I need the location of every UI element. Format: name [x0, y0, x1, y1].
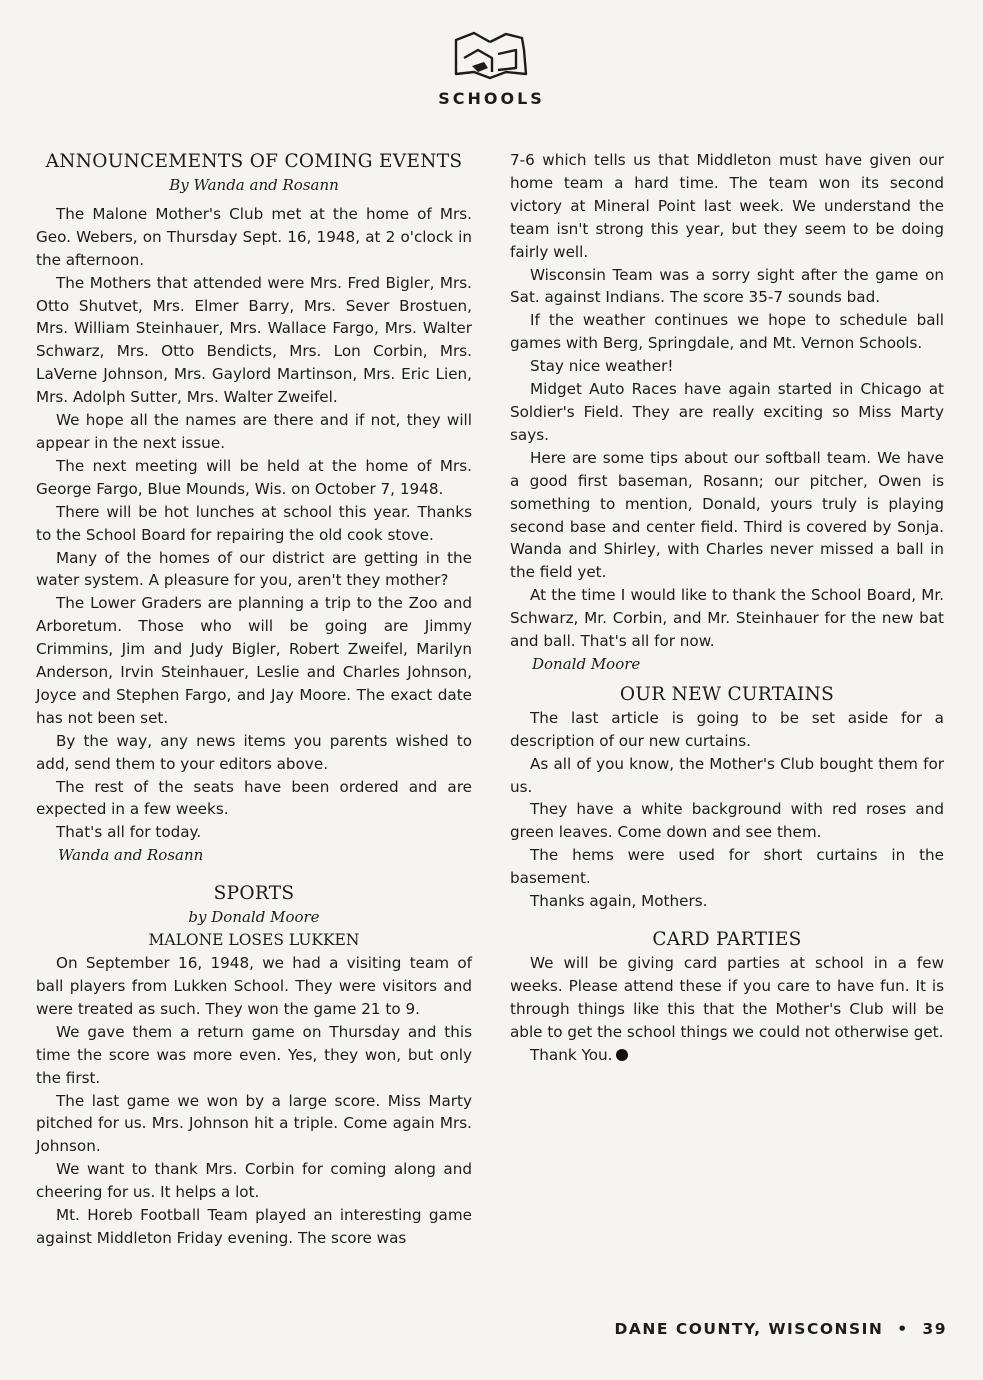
sports-paragraph: Midget Auto Races have again started in Chicago at Soldier's Field. They are really exciting so Miss Marty says.	[510, 380, 944, 444]
curtains-paragraph: Thanks again, Mothers.	[530, 892, 708, 911]
right-column	[510, 149, 944, 1067]
sports-continuation: 7-6 which tells us that Middleton must have given our home team a hard time. The team won its second victory at Mineral Point last week. We understand the team isn't strong this year, but they seem to be doing fairly well.	[510, 151, 944, 261]
curtains-paragraph: The last article is going to be set aside for a description of our new curtains.	[510, 708, 944, 750]
sports-signature: Donald Moore	[532, 654, 641, 673]
section-title: SCHOOLS	[438, 89, 545, 108]
page-footer	[615, 1320, 948, 1338]
card-parties-thanks: Thank You.	[530, 1045, 613, 1064]
schoolhouse-book-logo-icon	[448, 28, 534, 84]
announcements-paragraph: The rest of the seats have been ordered and are expected in a few weeks.	[36, 777, 472, 819]
footer-separator: •	[897, 1320, 909, 1338]
sports-heading: SPORTS	[213, 883, 295, 905]
page-number: 39	[922, 1320, 947, 1338]
sports-paragraph: We want to thank Mrs. Corbin for coming along and cheering for us. It helps a lot.	[36, 1160, 472, 1202]
sports-subheading: MALONE LOSES LUKKEN	[148, 931, 360, 950]
announcements-paragraph: The Mothers that attended were Mrs. Fred Bigler, Mrs. Otto Shutvet, Mrs. Elmer Barry, Mrs. Sever Brostuen, Mrs. William Steinhauer, Mrs. Wallace Fargo, Mrs. Walter Schwarz, Mrs. Otto Bendicts, Mrs. Lon Corbin, Mrs. LaVerne Johnson, Mrs. Gaylord Martinson, Mrs. Eric Lien, Mrs. Adolph Sutter, Mrs. Walter Zweifel.	[36, 273, 472, 407]
announcements-byline: By Wanda and Rosann	[169, 176, 339, 194]
sports-paragraph: Mt. Horeb Football Team played an interesting game against Middleton Friday evening. The score was	[36, 1206, 472, 1247]
sports-paragraph: Here are some tips about our softball team. We have a good first baseman, Rosann; our pitcher, Owen is something to mention, Donald, yours truly is playing second base and center field. Third is covered by Sonja. Wanda and Shirley, with Charles never missed a ball in the field yet.	[510, 448, 944, 582]
sports-paragraph: At the time I would like to thank the School Board, Mr. Schwarz, Mr. Corbin, and Mr. Steinhauer for the new bat and ball. That's all for now.	[510, 586, 944, 651]
announcements-paragraph: Many of the homes of our district are getting in the water system. A pleasure for you, aren't they mother?	[36, 548, 472, 590]
announcements-paragraph: That's all for today.	[56, 823, 202, 842]
announcements-paragraph: We hope all the names are there and if not, they will appear in the next issue.	[36, 411, 472, 452]
sports-paragraph: The last game we won by a large score. Miss Marty pitched for us. Mrs. Johnson hit a triple. Come again Mrs. Johnson.	[36, 1091, 472, 1156]
announcements-paragraph: There will be hot lunches at school this year. Thanks to the School Board for repairing the old cook stove.	[36, 502, 472, 544]
card-parties-paragraph: We will be giving card parties at school in a few weeks. Please attend these if you care to have fun. It is through things like this that the Mother's Club will be able to get the school things we could not otherwise get.	[510, 954, 944, 1041]
curtains-heading: OUR NEW CURTAINS	[619, 683, 835, 705]
sports-byline: by Donald Moore	[188, 908, 320, 927]
card-parties-heading: CARD PARTIES	[652, 929, 802, 950]
curtains-paragraph: As all of you know, the Mother's Club bought them for us.	[510, 754, 944, 796]
end-mark-icon	[616, 1049, 628, 1061]
sports-paragraph: Stay nice weather!	[530, 357, 674, 376]
announcements-paragraph: The Lower Graders are planning a trip to the Zoo and Arboretum. Those who will be going are Jimmy Crimmins, Jim and Judy Bigler, Robert Zweifel, Marilyn Anderson, Irvin Steinhauer, Leslie and Charles Johnson, Joyce and Stephen Fargo, and Jay Moore. The exact date has not been set.	[36, 594, 472, 727]
sports-paragraph: If the weather continues we hope to schedule ball games with Berg, Springdale, and Mt. Vernon Schools.	[510, 311, 944, 353]
publication-name: DANE COUNTY, WISCONSIN	[614, 1320, 884, 1338]
curtains-paragraph: They have a white background with red roses and green leaves. Come down and see them.	[510, 800, 944, 842]
sports-paragraph: On September 16, 1948, we had a visiting team of ball players from Lukken School. They were visitors and were treated as such. They won the game 21 to 9.	[36, 954, 472, 1018]
curtains-paragraph: The hems were used for short curtains in the basement.	[510, 846, 944, 888]
announcements-paragraph: The next meeting will be held at the home of Mrs. George Fargo, Blue Mounds, Wis. on October 7, 1948.	[36, 456, 472, 498]
sports-paragraph: Wisconsin Team was a sorry sight after the game on Sat. against Indians. The score 35-7 sounds bad.	[510, 265, 944, 307]
card-parties-closing	[510, 1044, 944, 1067]
announcements-signature: Wanda and Rosann	[58, 846, 204, 865]
announcements-paragraph: The Malone Mother's Club met at the home of Mrs. Geo. Webers, on Thursday Sept. 16, 1948, at 2 o'clock in the afternoon.	[36, 204, 472, 269]
left-column	[36, 149, 472, 1250]
announcements-heading: ANNOUNCEMENTS OF COMING EVENTS	[45, 151, 463, 172]
announcements-paragraph: By the way, any news items you parents wished to add, send them to your editors above.	[36, 731, 472, 773]
sports-paragraph: We gave them a return game on Thursday and this time the score was more even. Yes, they won, but only the first.	[36, 1022, 472, 1087]
